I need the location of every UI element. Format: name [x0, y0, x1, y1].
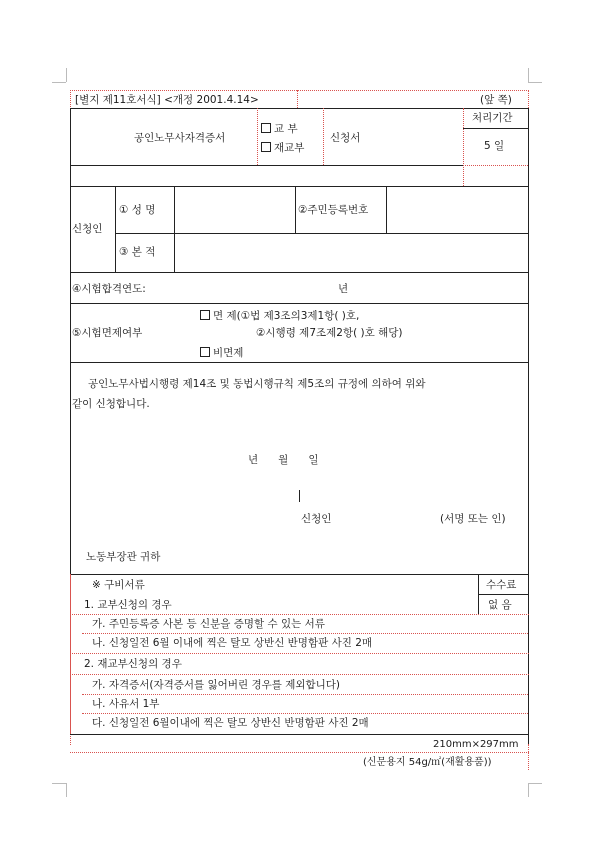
exam-year-unit: 년 — [338, 283, 349, 295]
name-label: ① 성 명 — [119, 204, 156, 216]
fee-label: 수수료 — [486, 579, 517, 591]
resident-id-label: ②주민등록번호 — [298, 204, 369, 216]
non-exempt-label: 비면제 — [213, 347, 244, 359]
certificate-name: 공인노무사자격증서 — [134, 132, 226, 144]
fee-value: 없 음 — [488, 599, 512, 611]
option-reissue[interactable] — [261, 142, 304, 154]
statement-line2: 같이 신청합니다. — [72, 398, 150, 410]
processing-period-label: 처리기간 — [472, 112, 513, 124]
form-number: [별지 제11호서식] <개정 2001.4.14> — [75, 94, 259, 106]
checkbox-non-exempt[interactable] — [200, 347, 210, 357]
processing-period-value: 5 일 — [484, 140, 505, 152]
option-reissue-label: 재교부 — [274, 142, 305, 154]
recipient: 노동부장관 귀하 — [86, 551, 161, 563]
exempt-line2: ②시행령 제7조제2항( )호 해당) — [256, 327, 403, 339]
name-field[interactable] — [176, 188, 293, 231]
paper-spec: (신문용지 54g/㎡(재활용품)) — [363, 757, 492, 768]
case2-item-b: 나. 사유서 1부 — [92, 698, 160, 710]
page-side-label: (앞 쪽) — [480, 94, 512, 106]
application-date: 년 월 일 — [248, 454, 319, 466]
checkbox-reissue[interactable] — [261, 142, 271, 152]
exam-year-label: ④시험합격연도: — [72, 283, 146, 295]
case2-item-a: 가. 자격증서(자격증서를 잃어버린 경우를 제외합니다) — [92, 679, 341, 691]
domicile-field[interactable] — [176, 235, 526, 270]
option-non-exempt[interactable] — [200, 347, 243, 359]
exam-year-field[interactable] — [165, 276, 335, 298]
exemption-label: ⑤시험면제여부 — [72, 327, 143, 339]
option-issue[interactable] — [261, 123, 298, 135]
exempt-line1: 면 제(①법 제3조의3제1항( )호, — [213, 310, 360, 322]
case1-title: 1. 교부신청의 경우 — [84, 599, 172, 611]
application-label: 신청서 — [330, 132, 361, 144]
resident-id-field[interactable] — [388, 188, 526, 231]
case2-title: 2. 재교부신청의 경우 — [84, 658, 182, 670]
signature-or-seal: (서명 또는 인) — [440, 513, 506, 525]
statement-line1: 공인노무사법시행령 제14조 및 동법시행규칙 제5조의 규정에 의하여 위와 — [88, 378, 426, 390]
signature-field[interactable] — [340, 508, 435, 528]
option-issue-label: 교 부 — [274, 123, 298, 135]
domicile-label: ③ 본 적 — [119, 246, 156, 258]
required-documents-header: ※ 구비서류 — [92, 579, 145, 591]
case2-item-c: 다. 신청일전 6월이내에 찍은 탈모 상반신 반명함판 사진 2매 — [92, 717, 369, 729]
option-exempt[interactable] — [200, 310, 359, 322]
case1-item-b: 나. 신청일전 6월 이내에 찍은 탈모 상반신 반명함판 사진 2매 — [92, 637, 373, 649]
checkbox-issue[interactable] — [261, 123, 271, 133]
paper-size: 210mm×297mm — [433, 739, 519, 750]
applicant-signature-label: 신청인 — [301, 513, 332, 525]
checkbox-exempt[interactable] — [200, 310, 210, 320]
applicant-section-label: 신청인 — [72, 223, 103, 235]
case1-item-a: 가. 주민등록증 사본 등 신분을 증명할 수 있는 서류 — [92, 618, 325, 630]
